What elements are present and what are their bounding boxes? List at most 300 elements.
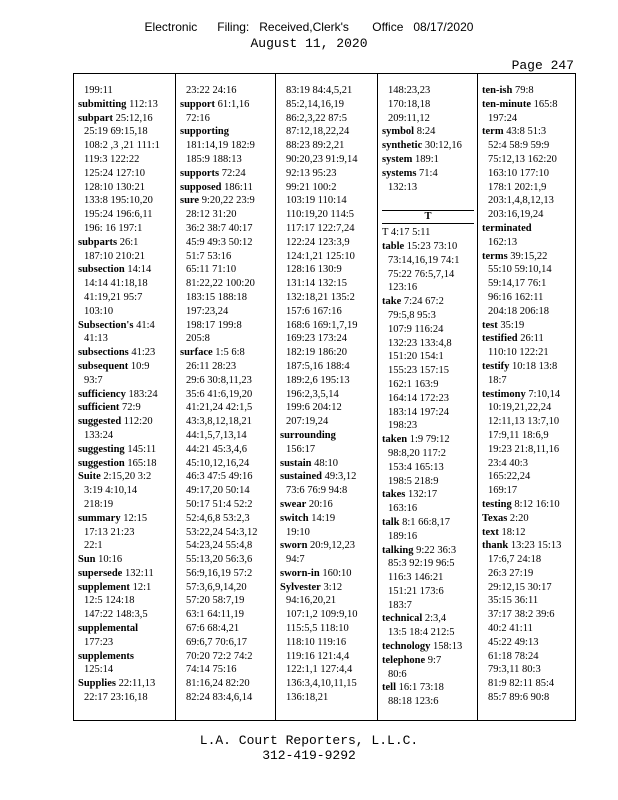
index-refs-line: 157:6 167:16 bbox=[286, 305, 342, 317]
index-refs-line: 59:14,17 76:1 bbox=[488, 278, 547, 290]
index-refs: 12:1 bbox=[132, 581, 152, 593]
index-refs-line: 17:13 21:23 bbox=[84, 526, 135, 538]
index-refs: 160:10 bbox=[322, 567, 352, 579]
index-refs-line: 119:16 121:4,4 bbox=[286, 650, 350, 662]
index-refs-line: 183:15 188:18 bbox=[186, 291, 247, 303]
index-refs: 2:20 bbox=[509, 512, 529, 524]
index-term: subparts bbox=[78, 236, 118, 248]
index-refs: 8:12 16:10 bbox=[514, 498, 560, 510]
index-refs-line: 75:12,13 162:20 bbox=[488, 153, 557, 165]
index-refs: 9:22 36:3 bbox=[416, 544, 457, 556]
index-refs: 2:15,20 3:2 bbox=[103, 471, 152, 483]
index-entry bbox=[78, 401, 172, 415]
index-refs: 72:9 bbox=[122, 402, 141, 414]
index-refs-line: 128:16 130:9 bbox=[286, 264, 342, 276]
index-refs: 71:4 bbox=[419, 167, 438, 179]
index-refs-line: 29:12,15 30:17 bbox=[488, 581, 552, 593]
index-term: synthetic bbox=[382, 140, 423, 152]
index-term: suggesting bbox=[78, 443, 125, 455]
index-refs-line: 55:13,20 56:3,6 bbox=[186, 554, 253, 566]
index-refs: 20:9,12,23 bbox=[310, 540, 355, 552]
index-refs-line: 49:17,20 50:14 bbox=[186, 485, 250, 497]
index-refs-line: 133:8 195:10,20 bbox=[84, 195, 153, 207]
index-refs-line: 28:12 31:20 bbox=[186, 209, 237, 221]
index-term: subsection bbox=[78, 264, 125, 276]
index-refs-line: 168:6 169:1,7,19 bbox=[286, 319, 358, 331]
index-refs-line: 53:22,24 54:3,12 bbox=[186, 526, 258, 538]
index-refs-line: 203:1,4,8,12,13 bbox=[488, 195, 554, 207]
index-refs: 35:19 bbox=[500, 319, 525, 331]
index-refs: 61:1,16 bbox=[217, 98, 250, 110]
index-refs-line: 43:3,8,12,18,21 bbox=[186, 416, 252, 428]
index-refs-line: 103:19 110:14 bbox=[286, 195, 347, 207]
index-refs-line: 203:16,19,24 bbox=[488, 209, 544, 221]
index-refs-line: 26:3 27:19 bbox=[488, 567, 534, 579]
index-term: take bbox=[382, 296, 402, 308]
index-refs-line: 44:1,5,7,13,14 bbox=[186, 429, 247, 441]
index-term: suggested bbox=[78, 416, 122, 428]
reporter-name: L.A. Court Reporters, L.L.C. bbox=[199, 733, 419, 748]
index-refs: 8:24 bbox=[416, 126, 436, 138]
index-refs: 22:11,13 bbox=[118, 678, 156, 690]
index-refs-line: 12:11,13 13:7,10 bbox=[488, 416, 560, 428]
index-term: table bbox=[382, 240, 405, 252]
index-refs-line: 183:7 bbox=[388, 599, 412, 611]
index-entry bbox=[482, 539, 574, 553]
index-refs-line: 73:6 76:9 94:8 bbox=[286, 485, 348, 497]
index-refs-line: 185:9 188:13 bbox=[186, 153, 242, 165]
index-refs-line: 61:18 78:24 bbox=[488, 650, 539, 662]
index-entry bbox=[280, 429, 374, 443]
index-refs-line: 94:16,20,21 bbox=[286, 595, 337, 607]
index-refs-line: 136:3,4,10,11,15 bbox=[286, 678, 357, 690]
index-entry bbox=[382, 640, 474, 654]
word-index-frame bbox=[73, 73, 576, 721]
index-column-3 bbox=[275, 74, 377, 720]
index-entry bbox=[180, 98, 272, 112]
index-entry bbox=[78, 263, 172, 277]
index-refs-line: 136:18,21 bbox=[286, 692, 329, 704]
index-refs-line: 50:17 51:4 52:2 bbox=[186, 498, 253, 510]
index-refs-line: 63:1 64:11,19 bbox=[186, 609, 244, 621]
index-entry bbox=[482, 388, 574, 402]
index-refs-line: 22:17 23:16,18 bbox=[84, 692, 148, 704]
index-refs-line: 209:11,12 bbox=[388, 112, 430, 124]
index-term: ten-ish bbox=[482, 85, 513, 96]
index-refs-line: 13:5 18:4 212:5 bbox=[388, 627, 455, 639]
index-entry bbox=[382, 240, 474, 254]
index-refs-line: 45:9 49:3 50:12 bbox=[186, 236, 253, 248]
index-refs-line: 197:24 bbox=[488, 112, 518, 124]
index-refs: 14:14 bbox=[127, 264, 152, 276]
index-refs-line: 187:5,16 188:4 bbox=[286, 360, 350, 372]
index-refs-line: 151:20 154:1 bbox=[388, 351, 444, 363]
index-refs-line: 75:22 76:5,7,14 bbox=[388, 268, 455, 280]
index-term: telephone bbox=[382, 654, 426, 666]
reporter-phone: 312-419-9292 bbox=[262, 748, 356, 763]
index-entry bbox=[482, 84, 574, 98]
index-refs-line: 81:16,24 82:20 bbox=[186, 678, 250, 690]
index-entry bbox=[78, 622, 172, 636]
index-refs-line: 51:7 53:16 bbox=[186, 250, 232, 262]
index-refs-line: 85:3 92:19 96:5 bbox=[388, 558, 455, 570]
index-entry bbox=[280, 567, 374, 581]
index-entry bbox=[78, 98, 172, 112]
index-refs: 43:8 51:3 bbox=[506, 126, 547, 138]
index-entry bbox=[180, 181, 272, 195]
index-refs-line: 37:17 38:2 39:6 bbox=[488, 609, 555, 621]
index-refs: 39:15,22 bbox=[510, 250, 548, 262]
index-refs-line: 72:16 bbox=[186, 112, 210, 124]
index-refs-line: 132:13 bbox=[388, 181, 418, 193]
index-refs-line: 55:10 59:10,14 bbox=[488, 264, 552, 276]
index-term: subpart bbox=[78, 112, 114, 124]
index-refs-line: 170:18,18 bbox=[388, 98, 431, 110]
index-refs-line: 81:22,22 100:20 bbox=[186, 278, 255, 290]
index-term: testimony bbox=[482, 388, 526, 400]
index-term: talking bbox=[382, 544, 414, 556]
index-entry bbox=[482, 222, 574, 236]
index-refs: 165:8 bbox=[533, 98, 558, 110]
index-refs-line: 82:24 83:4,6,14 bbox=[186, 692, 253, 704]
index-refs: 13:23 15:13 bbox=[510, 540, 562, 552]
index-refs: 132:11 bbox=[124, 567, 154, 579]
index-refs-line: 46:3 47:5 49:16 bbox=[186, 471, 253, 483]
index-refs-line: 45:22 49:13 bbox=[488, 636, 539, 648]
index-refs: 48:10 bbox=[314, 457, 339, 469]
index-refs-line: 108:2 ,3 ,21 111:1 bbox=[84, 140, 160, 152]
index-refs-line: 156:17 bbox=[286, 443, 316, 455]
index-term: swear bbox=[280, 498, 307, 510]
index-refs-line: 162:13 bbox=[488, 236, 518, 248]
index-term: suggestion bbox=[78, 457, 125, 469]
index-refs: 145:11 bbox=[127, 443, 157, 455]
index-refs-line: 98:8,20 117:2 bbox=[388, 447, 446, 459]
index-letter-heading: T bbox=[382, 210, 474, 224]
index-refs-line: 131:14 132:15 bbox=[286, 278, 347, 290]
index-entry bbox=[482, 360, 574, 374]
index-entry bbox=[78, 360, 172, 374]
index-refs-line: 41:13 bbox=[84, 333, 108, 345]
index-refs-line: 132:18,21 135:2 bbox=[286, 291, 355, 303]
index-column-4 bbox=[377, 74, 477, 720]
index-entry bbox=[180, 346, 272, 360]
index-column-1 bbox=[74, 74, 175, 720]
index-term: submitting bbox=[78, 98, 127, 110]
index-term: subsections bbox=[78, 347, 129, 359]
index-refs-line: 19:10 bbox=[286, 526, 310, 538]
index-refs: 26:1 bbox=[119, 236, 139, 248]
index-refs-line: 56:9,16,19 57:2 bbox=[186, 567, 253, 579]
index-refs-line: 87:12,18,22,24 bbox=[286, 126, 350, 138]
index-term: supplements bbox=[78, 650, 135, 662]
index-refs-line: 117:17 122:7,24 bbox=[286, 222, 355, 234]
index-refs-line: 196:2,3,5,14 bbox=[286, 388, 339, 400]
index-refs-line: 183:14 197:24 bbox=[388, 406, 449, 418]
index-entry bbox=[78, 319, 172, 333]
index-refs: 8:1 66:8,17 bbox=[402, 516, 450, 528]
index-refs-line: 103:10 bbox=[84, 305, 114, 317]
index-refs: 1:9 79:12 bbox=[409, 434, 450, 446]
index-entry bbox=[482, 498, 574, 512]
index-entry bbox=[280, 581, 374, 595]
index-refs: 41:23 bbox=[131, 347, 156, 359]
index-refs-line: 128:10 130:21 bbox=[84, 181, 145, 193]
index-refs-line: 163:16 bbox=[388, 503, 418, 515]
index-refs: 26:11 bbox=[520, 333, 544, 345]
index-entry bbox=[382, 295, 474, 309]
index-term: supporting bbox=[180, 126, 230, 138]
index-refs-line: 18:7 bbox=[488, 374, 507, 386]
index-refs-line: 178:1 202:1,9 bbox=[488, 181, 547, 193]
index-refs-line: 207:19,24 bbox=[286, 416, 329, 428]
index-refs-line: 54:23,24 55:4,8 bbox=[186, 540, 253, 552]
index-refs-line: 107:9 116:24 bbox=[388, 323, 444, 335]
index-refs-line: 218:19 bbox=[84, 498, 114, 510]
index-refs-line: 73:14,16,19 74:1 bbox=[388, 254, 460, 266]
index-column-5 bbox=[477, 74, 577, 720]
index-term: Texas bbox=[482, 512, 508, 524]
index-refs-line: 10:19,21,22,24 bbox=[488, 402, 552, 414]
index-term: subsequent bbox=[78, 360, 129, 372]
index-refs-line: 14:14 41:18,18 bbox=[84, 278, 148, 290]
index-refs-line: 181:14,19 182:9 bbox=[186, 140, 255, 152]
index-refs-line: 57:20 58:7,19 bbox=[186, 595, 245, 607]
index-refs: 112:13 bbox=[129, 98, 158, 110]
index-refs-line: 148:23,23 bbox=[388, 85, 431, 96]
index-entry bbox=[382, 612, 474, 626]
index-refs-line: 85:7 89:6 90:8 bbox=[488, 692, 550, 704]
index-refs-line: 197:23,24 bbox=[186, 305, 229, 317]
index-refs: 165:18 bbox=[127, 457, 157, 469]
index-entry bbox=[482, 125, 574, 139]
index-refs-line: 23:22 24:16 bbox=[186, 85, 237, 96]
index-refs-line: 94:7 bbox=[286, 554, 305, 566]
index-entry bbox=[482, 512, 574, 526]
index-refs-line: T 4:17 5:11 bbox=[382, 227, 431, 239]
index-entry bbox=[382, 125, 474, 139]
index-refs-line: 36:2 38:7 40:17 bbox=[186, 222, 253, 234]
index-entry bbox=[78, 650, 172, 664]
index-term: summary bbox=[78, 512, 121, 524]
index-refs-line: 110:19,20 114:5 bbox=[286, 209, 355, 221]
index-term: Suite bbox=[78, 471, 101, 483]
index-refs-line: 88:23 89:2,21 bbox=[286, 140, 345, 152]
index-entry bbox=[78, 457, 172, 471]
index-term: ten-minute bbox=[482, 98, 531, 110]
index-term: terms bbox=[482, 250, 508, 262]
index-refs-line: 52:4,6,8 53:2,3 bbox=[186, 512, 250, 524]
index-refs-line: 79:5,8 95:3 bbox=[388, 309, 436, 321]
index-refs-line: 44:21 45:3,4,6 bbox=[186, 443, 247, 455]
index-term: sworn-in bbox=[280, 567, 320, 579]
index-refs: 72:24 bbox=[221, 167, 246, 179]
index-refs: 10:16 bbox=[98, 554, 123, 566]
index-refs-line: 65:11 71:10 bbox=[186, 264, 237, 276]
index-refs-line: 187:10 210:21 bbox=[84, 250, 145, 262]
index-term: supersede bbox=[78, 567, 123, 579]
index-refs: 41:4 bbox=[136, 319, 155, 331]
index-term: switch bbox=[280, 512, 309, 524]
index-refs: 132:17 bbox=[407, 489, 438, 501]
index-entry bbox=[78, 415, 172, 429]
index-refs-line: 153:4 165:13 bbox=[388, 461, 444, 473]
index-entry bbox=[382, 681, 474, 695]
index-refs-line: 204:18 206:18 bbox=[488, 305, 549, 317]
blank-line bbox=[382, 194, 474, 208]
index-term: sufficiency bbox=[78, 388, 126, 400]
index-refs-line: 123:16 bbox=[388, 282, 418, 294]
index-term: text bbox=[482, 526, 499, 538]
index-refs-line: 67:6 68:4,21 bbox=[186, 623, 240, 635]
index-refs: 186:11 bbox=[224, 181, 253, 193]
index-entry bbox=[280, 457, 374, 471]
index-refs-line: 96:16 162:11 bbox=[488, 291, 544, 303]
index-entry bbox=[382, 433, 474, 447]
index-refs: 189:1 bbox=[414, 153, 439, 165]
index-column-2 bbox=[175, 74, 275, 720]
index-refs-line: 19:23 21:8,11,16 bbox=[488, 443, 560, 455]
index-entry bbox=[382, 488, 474, 502]
index-term: supplemental bbox=[78, 623, 139, 635]
index-entry bbox=[280, 539, 374, 553]
index-term: talk bbox=[382, 516, 400, 528]
index-refs-line: 205:8 bbox=[186, 333, 210, 345]
index-refs-line: 199:11 bbox=[84, 85, 113, 96]
index-entry bbox=[382, 139, 474, 153]
index-refs-line: 125:14 bbox=[84, 664, 114, 676]
index-refs-line: 74:14 75:16 bbox=[186, 664, 237, 676]
index-refs-line: 26:11 28:23 bbox=[186, 360, 237, 372]
index-term: taken bbox=[382, 434, 408, 446]
index-refs-line: 165:22,24 bbox=[488, 471, 531, 483]
index-refs: 49:3,12 bbox=[324, 471, 357, 483]
index-refs: 14:19 bbox=[311, 512, 336, 524]
index-refs-line: 182:19 186:20 bbox=[286, 347, 347, 359]
index-entry bbox=[482, 319, 574, 333]
index-term: systems bbox=[382, 167, 417, 179]
index-refs-line: 35:6 41:6,19,20 bbox=[186, 388, 253, 400]
index-term: Subsection's bbox=[78, 319, 134, 331]
index-term: sure bbox=[180, 195, 200, 207]
index-entry bbox=[78, 346, 172, 360]
index-term: supports bbox=[180, 167, 220, 179]
index-term: terminated bbox=[482, 222, 532, 234]
index-term: sustain bbox=[280, 457, 312, 469]
index-refs-line: 23:4 40:3 bbox=[488, 457, 528, 469]
index-refs-line: 17:9,11 18:6,9 bbox=[488, 429, 549, 441]
index-term: support bbox=[180, 98, 216, 110]
index-refs: 10:18 13:8 bbox=[512, 360, 558, 372]
index-term: testing bbox=[482, 498, 512, 510]
index-refs: 1:5 6:8 bbox=[215, 347, 245, 359]
index-refs: 79:8 bbox=[514, 85, 534, 96]
index-refs-line: 17:6,7 24:18 bbox=[488, 554, 542, 566]
index-entry bbox=[280, 470, 374, 484]
index-refs-line: 164:14 172:23 bbox=[388, 392, 449, 404]
index-entry bbox=[382, 544, 474, 558]
index-refs-line: 80:6 bbox=[388, 668, 407, 680]
index-entry bbox=[78, 512, 172, 526]
index-refs-line: 52:4 58:9 59:9 bbox=[488, 140, 550, 152]
index-entry bbox=[482, 526, 574, 540]
index-term: term bbox=[482, 126, 504, 138]
index-entry bbox=[280, 512, 374, 526]
index-entry bbox=[180, 125, 272, 139]
index-entry bbox=[280, 498, 374, 512]
index-entry bbox=[78, 567, 172, 581]
index-refs: 9:7 bbox=[427, 654, 442, 666]
index-refs-line: 116:3 146:21 bbox=[388, 572, 444, 584]
index-refs: 3:12 bbox=[323, 581, 343, 593]
index-term: thank bbox=[482, 540, 509, 552]
index-refs-line: 147:22 148:3,5 bbox=[84, 609, 148, 621]
index-refs-line: 29:6 30:8,11,23 bbox=[186, 374, 252, 386]
index-refs-line: 86:2,3,22 87:5 bbox=[286, 112, 347, 124]
index-refs: 15:23 73:10 bbox=[406, 240, 458, 252]
index-entry bbox=[482, 98, 574, 112]
index-refs: 10:9 bbox=[130, 360, 150, 372]
index-entry bbox=[78, 236, 172, 250]
index-term: symbol bbox=[382, 126, 415, 138]
index-refs: 30:12,16 bbox=[424, 140, 462, 152]
index-refs-line: 163:10 177:10 bbox=[488, 167, 549, 179]
index-refs-line: 196: 16 197:1 bbox=[84, 222, 143, 234]
index-refs: 9:20,22 23:9 bbox=[201, 195, 255, 207]
index-refs-line: 155:23 157:15 bbox=[388, 365, 449, 377]
index-refs-line: 107:1,2 109:9,10 bbox=[286, 609, 358, 621]
index-term: sworn bbox=[280, 540, 308, 552]
index-entry bbox=[78, 470, 172, 484]
filing-stamp: Electronic Filing: Received,Clerk's Office 08/17/2020 bbox=[144, 20, 474, 34]
index-refs-line: 85:2,14,16,19 bbox=[286, 98, 345, 110]
index-term: Supplies bbox=[78, 678, 116, 690]
index-entry bbox=[78, 388, 172, 402]
index-refs-line: 189:16 bbox=[388, 530, 418, 542]
index-entry bbox=[78, 443, 172, 457]
index-refs-line: 41:19,21 95:7 bbox=[84, 291, 143, 303]
index-refs: 12:15 bbox=[123, 512, 148, 524]
index-term: surrounding bbox=[280, 429, 336, 441]
index-refs-line: 119:3 122:22 bbox=[84, 153, 140, 165]
index-refs-line: 198:17 199:8 bbox=[186, 319, 242, 331]
index-term: Sylvester bbox=[280, 581, 321, 593]
index-refs-line: 12:5 124:18 bbox=[84, 595, 135, 607]
index-entry bbox=[78, 112, 172, 126]
index-refs-line: 198:23 bbox=[388, 420, 418, 432]
index-entry bbox=[382, 516, 474, 530]
index-refs: 112:20 bbox=[123, 416, 153, 428]
index-entry bbox=[180, 167, 272, 181]
index-term: takes bbox=[382, 489, 406, 501]
index-term: tell bbox=[382, 682, 396, 694]
index-refs: 16:1 73:18 bbox=[398, 682, 444, 694]
index-refs-line: 35:15 36:11 bbox=[488, 595, 539, 607]
index-term: supposed bbox=[180, 181, 222, 193]
index-entry bbox=[78, 581, 172, 595]
index-refs-line: 195:24 196:6,11 bbox=[84, 209, 153, 221]
index-refs-line: 99:21 100:2 bbox=[286, 181, 337, 193]
index-refs-line: 162:1 163:9 bbox=[388, 378, 439, 390]
index-refs-line: 79:3,11 80:3 bbox=[488, 664, 541, 676]
index-entry bbox=[382, 654, 474, 668]
index-refs-line: 199:6 204:12 bbox=[286, 402, 342, 414]
index-entry bbox=[382, 153, 474, 167]
index-refs-line: 81:9 82:11 85:4 bbox=[488, 678, 555, 690]
index-refs-line: 83:19 84:4,5,21 bbox=[286, 85, 353, 96]
index-refs-line: 110:10 122:21 bbox=[488, 347, 549, 359]
page-number: Page 247 bbox=[511, 58, 574, 73]
